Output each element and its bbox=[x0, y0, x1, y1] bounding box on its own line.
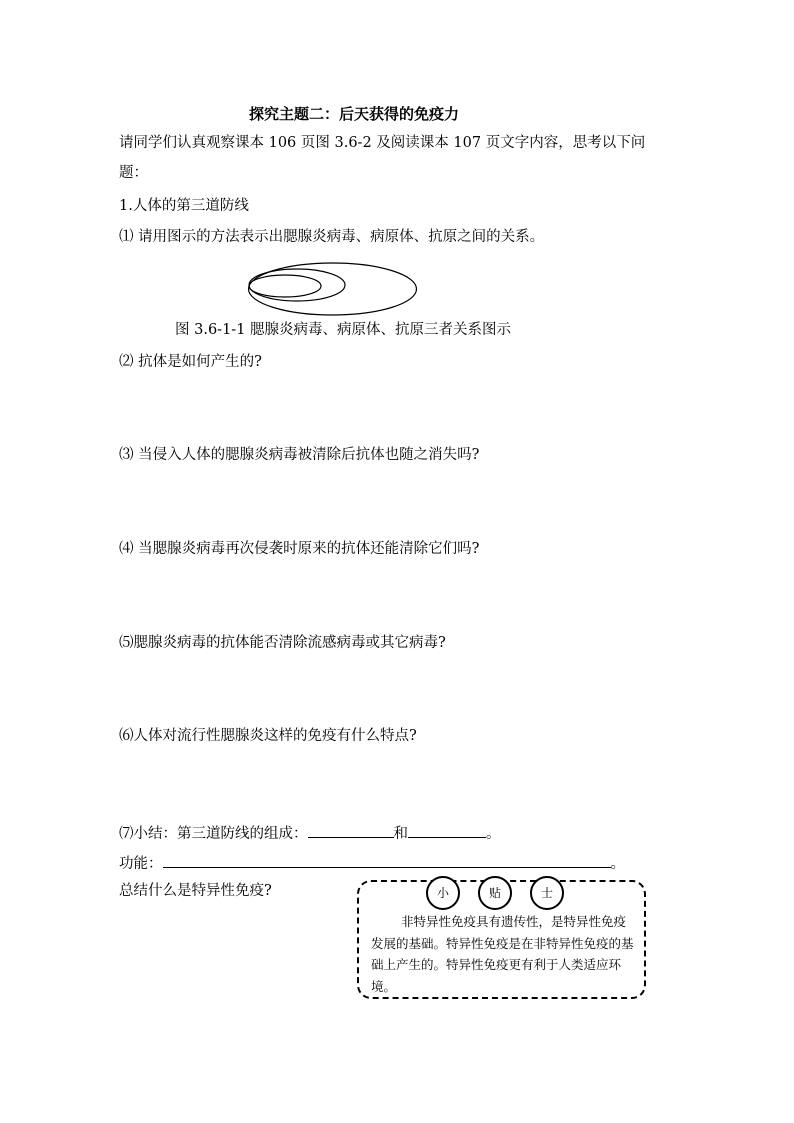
summary-end: 。 bbox=[486, 826, 501, 842]
question-4: ⑷ 当腮腺炎病毒再次侵袭时原来的抗体还能清除它们吗? bbox=[119, 541, 480, 557]
function-end: 。 bbox=[610, 856, 625, 872]
summary-prefix: ⑺小结：第三道防线的组成： bbox=[119, 826, 308, 842]
question-3: ⑶ 当侵入人体的腮腺炎病毒被清除后抗体也随之消失吗? bbox=[119, 447, 480, 463]
function-line bbox=[119, 851, 625, 874]
question-5: ⑸腮腺炎病毒的抗体能否清除流感病毒或其它病毒? bbox=[119, 635, 446, 651]
function-label: 功能： bbox=[119, 856, 163, 872]
tip-char-1: 小 bbox=[426, 876, 460, 910]
figure-caption: 图 3.6-1-1 腮腺炎病毒、病原体、抗原三者关系图示 bbox=[175, 322, 512, 338]
tip-char-3: 士 bbox=[530, 876, 564, 910]
intro-line-1: 请同学们认真观察课本 106 页图 3.6-2 及阅读课本 107 页文字内容，思考以下问 bbox=[119, 135, 646, 151]
tip-text: 非特异性免疫具有遗传性，是特异性免疫发展的基础。特异性免疫是在非特异性免疫的基础上产生的。特异性免疫更有利于人类适应环境。 bbox=[371, 914, 634, 994]
page-title: 探究主题二：后天获得的免疫力 bbox=[249, 105, 460, 123]
components-blank-2[interactable] bbox=[408, 821, 486, 838]
components-blank-1[interactable] bbox=[308, 821, 394, 838]
question-1: ⑴ 请用图示的方法表示出腮腺炎病毒、病原体、抗原之间的关系。 bbox=[119, 229, 545, 245]
question-2: ⑵ 抗体是如何产生的? bbox=[119, 354, 262, 370]
tip-char-2: 贴 bbox=[478, 876, 512, 910]
intro-line-2: 题： bbox=[119, 165, 148, 181]
summary-line bbox=[119, 821, 501, 844]
function-blank[interactable] bbox=[163, 851, 611, 868]
summary-and: 和 bbox=[393, 826, 408, 842]
inner-ellipse bbox=[249, 275, 321, 297]
relationship-diagram bbox=[245, 260, 420, 318]
section-heading: 1.人体的第三道防线 bbox=[119, 198, 249, 214]
question-6: ⑹人体对流行性腮腺炎这样的免疫有什么特点? bbox=[119, 728, 417, 744]
summary-question: 总结什么是特异性免疫? bbox=[119, 883, 272, 899]
